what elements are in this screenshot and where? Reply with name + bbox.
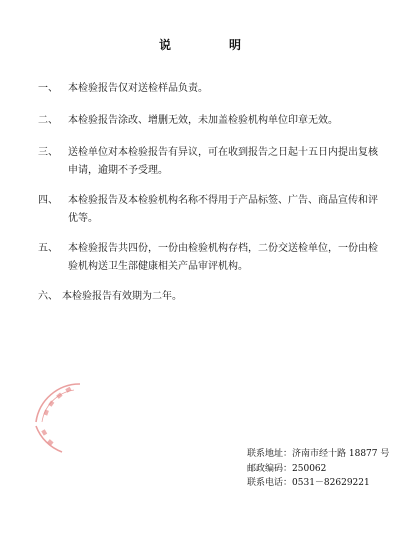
contact-address-value: 济南市经十路 18877 号 [292, 449, 390, 459]
note-item [38, 144, 383, 180]
note-number: 二、 [38, 115, 58, 126]
contact-phone-value: 0531－82629221 [292, 478, 370, 488]
note-item [38, 112, 383, 130]
official-seal-stamp [22, 376, 86, 456]
note-text: 本检验报告涂改、增删无效，未加盖检验机构单位印章无效。 [68, 115, 338, 126]
note-item [38, 240, 383, 276]
contact-postcode-label: 邮政编码： [247, 463, 293, 474]
note-text: 本检验报告及本检验机构名称不得用于产品标签、广告、商品宣传和评优等。 [68, 195, 378, 224]
note-number: 一、 [38, 83, 58, 94]
note-text: 送检单位对本检验报告有异议，可在收到报告之日起十五日内提出复核申请，逾期不予受理。 [68, 147, 378, 176]
note-number: 三、 [38, 147, 58, 158]
contact-postcode-value: 250062 [292, 463, 327, 474]
note-number: 六、 [38, 291, 58, 302]
note-item [38, 192, 383, 228]
contact-address-label: 联系地址： [247, 449, 293, 459]
contact-info [247, 447, 389, 491]
contact-phone [247, 476, 389, 491]
contact-address [247, 447, 389, 462]
contact-phone-label: 联系电话： [247, 478, 293, 488]
note-item [38, 80, 383, 98]
contact-postcode [247, 462, 389, 477]
note-text: 本检验报告有效期为二年。 [62, 291, 182, 302]
note-text: 本检验报告仅对送检样品负责。 [68, 83, 208, 94]
notes-list [38, 80, 383, 320]
page-title: 说明 [158, 38, 299, 52]
note-number: 五、 [38, 243, 58, 254]
note-item [38, 288, 383, 306]
note-text: 本检验报告共四份，一份由检验机构存档，二份交送检单位，一份由检验机构送卫生部健康相关产品审评机构。 [68, 243, 378, 272]
note-number: 四、 [38, 195, 58, 206]
